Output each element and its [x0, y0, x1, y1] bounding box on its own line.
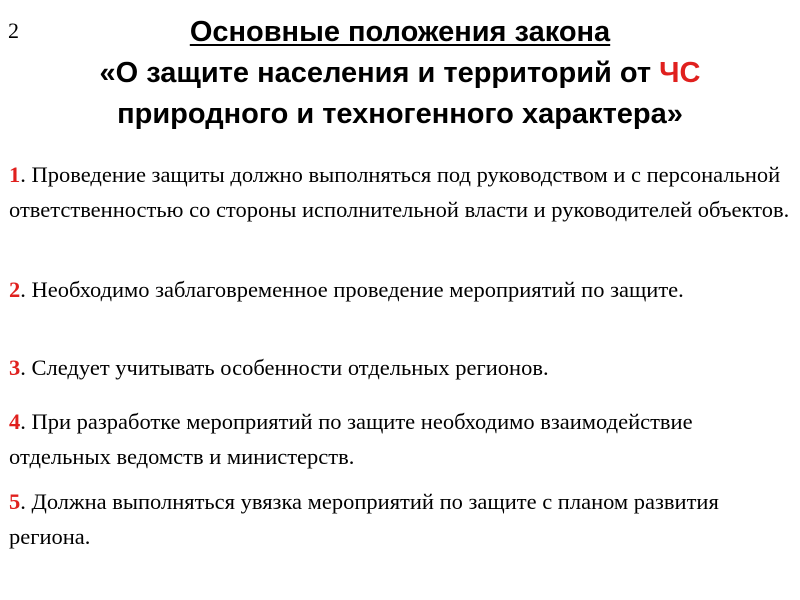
title-line-2-text: «О защите населения и территорий от: [99, 57, 660, 89]
point-text: . Проведение защиты должно выполняться под руководством и с персональной ответственностью со стороны исполнительной власти и руководителей объектов.: [9, 162, 790, 222]
title-accent-abbrev: ЧС: [659, 57, 701, 89]
title-line-3: природного и техногенного характера»: [117, 98, 683, 130]
list-item: [9, 350, 791, 385]
title-line-2: [0, 53, 800, 94]
point-text: . При разработке мероприятий по защите необходимо взаимодействие отдельных ведомств и министерств.: [9, 409, 693, 469]
title-line-1: Основные положения закона: [189, 16, 611, 48]
point-text: . Следует учитывать особенности отдельных регионов.: [20, 355, 549, 380]
point-text: . Необходимо заблаговременное проведение мероприятий по защите.: [20, 277, 684, 302]
list-item: [9, 484, 791, 554]
point-number: 3: [9, 355, 21, 380]
point-number: 5: [9, 489, 21, 514]
point-text: . Должна выполняться увязка мероприятий по защите с планом развития региона.: [9, 489, 719, 549]
list-item: [9, 404, 791, 474]
list-item: [9, 157, 791, 227]
slide-title: [0, 12, 800, 135]
list-item: [9, 272, 791, 307]
point-number: 1: [9, 162, 21, 187]
slide-number: 2: [8, 18, 19, 43]
point-number: 4: [9, 409, 21, 434]
point-number: 2: [9, 277, 21, 302]
